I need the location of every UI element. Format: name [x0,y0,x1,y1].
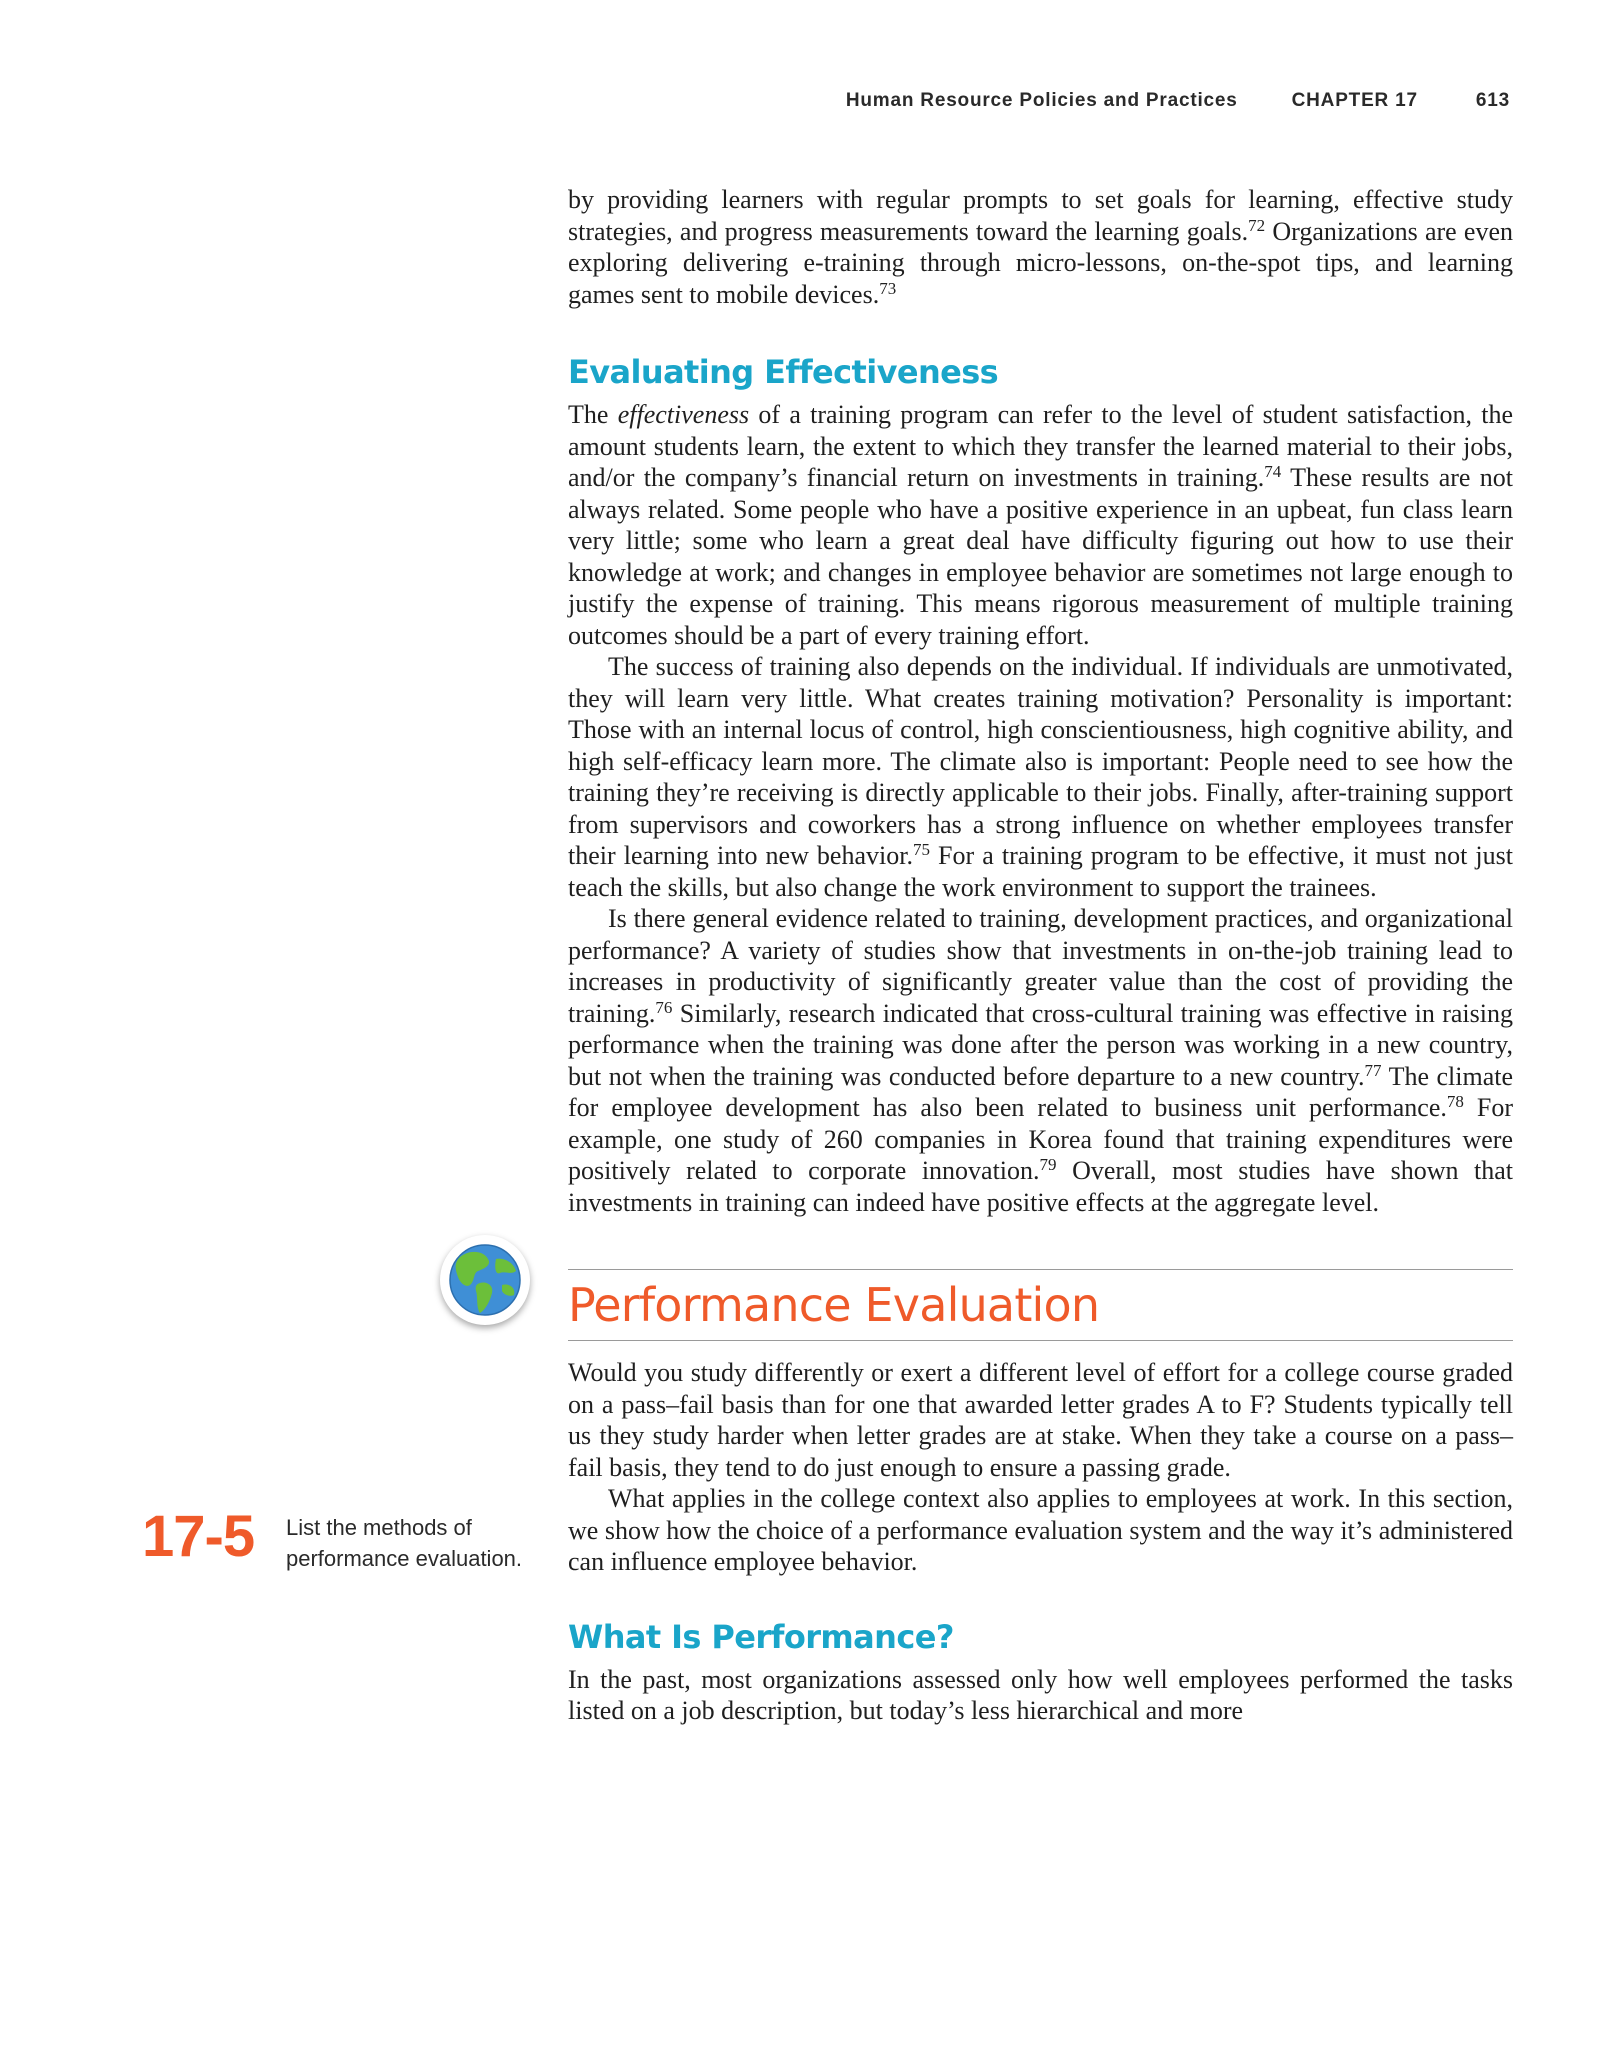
endnote-ref: 77 [1364,1060,1382,1080]
section-heading-what-is-performance: What Is Performance? [568,1617,954,1656]
paragraph: Would you study differently or exert a different level of effort for a college course graded on a pass–fail basis than for one that awarded letter grades A to F? Students typically tell us they study harder when letter grades are at stake. When they take a course on a pass–fail basis, they tend to do just enough to ensure a passing grade. [568,1358,1513,1482]
paragraph: In the past, most organizations assessed only how well employees performed the tasks listed on a job description, but today’s less hierarchical and more [568,1664,1513,1725]
chapter-label: CHAPTER 17 [1291,90,1418,111]
endnote-ref: 75 [912,840,930,859]
paragraph: What applies in the college context also applies to employees at work. In this section, we show how the choice of a performance evaluation system and the way it’s administered can influence employee behavior. [568,1484,1513,1576]
globe-icon [440,1235,530,1325]
learning-objective-text: List the methods of performance evaluation. [286,1515,523,1571]
section-performance [568,1269,1513,1727]
main-column [568,184,1513,1727]
divider [568,1340,1513,1341]
section-heading-evaluating: Evaluating Effectiveness [568,353,999,391]
endnote-ref: 78 [1446,1092,1464,1111]
endnote-ref: 79 [1039,1155,1057,1174]
running-head-title: Human Resource Policies and Practices [845,90,1238,111]
page-number: 613 [1475,90,1510,111]
endnote-ref: 73 [879,278,897,298]
paragraph: The success of training also depends on the individual. If individuals are unmotivated, they will learn very little. What creates training motivation? Personality is important: Those with an internal locus of control, high conscientiousness, high cognitive ability, and high self-efficacy learn more. The climate also is important: People need to see how the training they’re receiving is directly applicable to their jobs. Finally, after-training support from supervisors and coworkers has a strong influence on whether employees transfer their learning into new behavior.$^{75}$ For a training program to be effective, it must not just teach the skills, but also change the work environment to support the trainees. [568,652,1513,902]
learning-objective-number: 17-5 [142,1504,255,1569]
key-term: effectiveness [617,400,750,429]
endnote-ref: 76 [655,997,673,1017]
paragraph: The effectiveness of a training program can refer to the level of student satisfaction, the amount students learn, the extent to which they transfer the learned material to their jobs, and/or the company’s financial return on investments in training.$^{74}$ These results are not always related. Some people who have a positive experience in an upbeat, fun class learn very little; some who learn a great deal have difficulty figuring out how to use their knowledge at work; and changes in employee behavior are sometimes not large enough to justify the expense of training. This means rigorous measurement of multiple training outcomes should be a part of every training effort. [568,400,1514,650]
intro-paragraph: by providing learners with regular prompts to set goals for learning, effective study strategies, and progress measurements toward the learning goals.$^{72}$ Organizations are even exploring delivering e-training through micro-lessons, on-the-spot tips, and learning games sent to mobile devices.$^{73}$ [568,185,1513,309]
section-title-performance: Performance Evaluation [568,1278,1100,1332]
paragraph: Is there general evidence related to training, development practices, and organizational performance? A variety of studies show that investments in on-the-job training lead to increases in productivity of significantly greater value than the cost of providing the training.$^{76}$ Similarly, research indicated that cross-cultural training was effective in raising performance when the training was done after the person was working in a new country, but not when the training was conducted before departure to a new country.$^{77}$ The climate for employee development has also been related to business unit performance.$^{78}$ For example, one study of 260 companies in Korea found that training expenditures were positively related to corporate innovation.$^{79}$ Overall, most studies have shown that investments in training can indeed have positive effects at the aggregate level. [568,904,1514,1217]
endnote-ref: 72 [1248,215,1266,235]
endnote-ref: 74 [1264,462,1282,481]
running-head [846,90,1510,112]
